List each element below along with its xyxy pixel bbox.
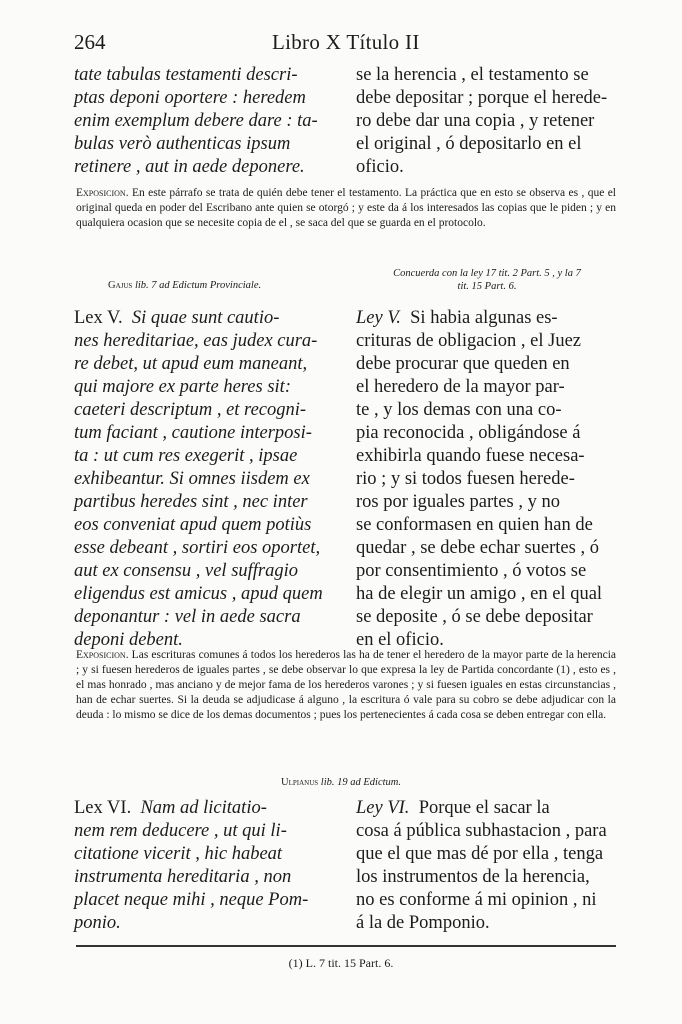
ley-v-heading: Ley V.: [356, 308, 401, 328]
footnote: (1) L. 7 tit. 15 Part. 6.: [288, 956, 394, 970]
exposicion-text: En este párrafo se trata de quién debe tener el testamento. La práctica que en esto se observa es , que el original queda en poder del Escribano ante quien se otorgó ; y este da á los interesados las copias que le piden ; y en qualquiera ocasion que se necesite copia de el , se saca del que se guarda en el protocolo.: [76, 187, 616, 229]
ley-vi: [356, 797, 618, 935]
running-title: Libro X Título II: [272, 30, 420, 54]
page-number: 264: [74, 30, 106, 54]
lex-vi-heading: Lex VI.: [74, 798, 132, 818]
exposicion-1: [76, 186, 616, 231]
source-gajus: [108, 279, 348, 292]
lex-vi-text: Nam ad licitatio- nem rem deducere , ut qui li- citatione vicerit , hic habeat instrumenta hereditaria , non placet neque mihi , neque Pom- ponio.: [74, 798, 309, 933]
exposicion-2: [76, 648, 616, 723]
running-header: [74, 22, 614, 52]
ley-v: [356, 307, 618, 652]
concordance-note: Concuerda con la ley 17 tit. 2 Part. 5 , y la 7 tit. 15 Part. 6.: [393, 268, 581, 292]
lex-v-text: Si quae sunt cautio- nes hereditariae, eas judex cura- re debet, ut apud eum maneant, qui majore ex parte heres sit: caeteri descriptum , et recogni- tum faciant , cautione interposi- ta : ut cum res exegerit , ipsae exhibeantur. Si omnes iisdem ex partibus heredes sint , nec inter eos conveniat apud quem potiùs esse debeant , sortiri eos oportet, aut ex consensu , vel suffragio eligendus est amicus , apud quem deponantur : vel in aede sacra deponi debent.: [74, 308, 323, 650]
lex-v: [74, 307, 346, 652]
ley-vi-text: Porque el sacar la cosa á pública subhastacion , para que el que mas dé por ella , tenga los instrumentos de la herencia, no es conforme á mi opinion , ni á la de Pomponio.: [356, 798, 607, 933]
lex-vi: [74, 797, 346, 935]
footnote-rule: [76, 945, 616, 947]
source-ref: lib. 19 ad Edictum.: [318, 777, 401, 788]
spanish-text-top: se la herencia , el testamento se debe depositar ; porque el herede- ro debe dar una copia , y retener el original , ó depositarlo en el oficio.: [356, 65, 608, 177]
source-author: Gajus: [108, 280, 133, 291]
ley-v-text: Si habia algunas es- crituras de obligacion , el Juez debe procurar que queden en el heredero de la mayor par- te , y los demas con una co- pia reconocida , obligándose á exhibirla quando fuese necesa- rio ; y si todos fuesen herede- ros por iguales partes , y no se conformasen en quien han de quedar , se debe echar suertes , ó por consentimiento , ó votos se ha de elegir un amigo , en el qual se deposite , ó se debe depositar en el oficio.: [356, 308, 603, 650]
exposicion-label: Exposicion.: [76, 649, 129, 661]
exposicion-label: Exposicion.: [76, 187, 129, 199]
source-author: Ulpianus: [281, 777, 319, 788]
latin-text-top: tate tabulas testamenti descri- ptas deponi oportere : heredem enim exemplum debere dare : ta- bulas verò authenticas ipsum retinere , aut in aede deponere.: [74, 65, 318, 177]
source-ulpianus: [0, 776, 682, 789]
source-ref: lib. 7 ad Edictum Provinciale.: [132, 280, 262, 291]
lex-v-heading: Lex V.: [74, 308, 123, 328]
exposicion-text: Las escrituras comunes á todos los herederos las ha de tener el heredero de la mayor parte de la herencia ; y si fuesen herederos de iguales partes , se debe observar lo que expresa la ley de Partida concordante (1) , esto es , el mas honrado , mas anciano y de mejor fama de los herederos varones ; y si fuesen iguales en estas circunstancias , han de echar suertes. Si la deuda se adjudicase á alguno , la escritura ó vale para su cobro se debe adjudicar con la deuda : lo mismo se dice de los demas documentos ; pues los pertenecientes á cada cosa se deben entregar con ella.: [76, 649, 616, 721]
ley-vi-heading: Ley VI.: [356, 798, 410, 818]
